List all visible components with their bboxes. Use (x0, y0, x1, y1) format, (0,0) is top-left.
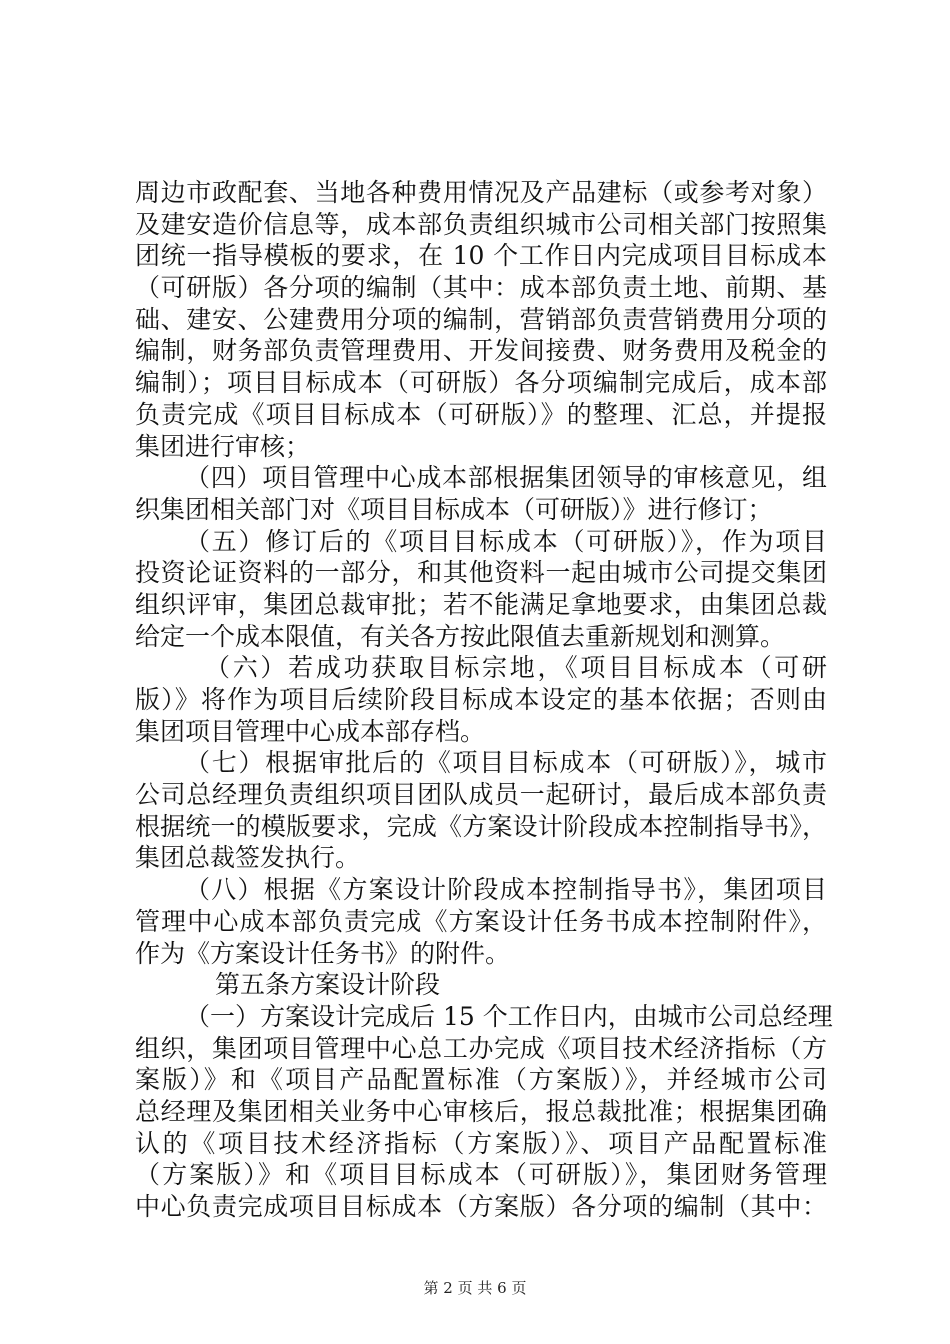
document-body (135, 177, 833, 1223)
paragraph-line: 根据统一的模版要求，完成《方案设计阶段成本控制指导书》， (135, 811, 827, 841)
paragraph-line: （方案版）》和《项目目标成本（可研版）》，集团财务管理 (135, 1160, 827, 1190)
paragraph-line: 础、建安、公建费用分项的编制，营销部负责营销费用分项的 (135, 304, 827, 334)
paragraph-line: 集团进行审核； (135, 431, 311, 461)
paragraph-line: （可研版）各分项的编制（其中：成本部负责土地、前期、基 (135, 273, 827, 303)
paragraph-line: （八）根据《方案设计阶段成本控制指导书》，集团项目 (185, 875, 827, 905)
paragraph-line: 认的《项目技术经济指标（方案版）》、项目产品配置标准 (135, 1128, 827, 1158)
page-number-footer: 第 2 页 共 6 页 (423, 1279, 527, 1297)
paragraph-line: 组织评审，集团总裁审批；若不能满足拿地要求，由集团总裁 (135, 589, 827, 619)
paragraph-line: 中心负责完成项目目标成本（方案版）各分项的编制（其中： (135, 1192, 827, 1221)
paragraph-line: 周边市政配套、当地各种费用情况及产品建标（或参考对象） (135, 178, 827, 207)
paragraph-line: 织集团相关部门对《项目目标成本（可研版）》进行修订； (135, 494, 773, 524)
paragraph-line: 作为《方案设计任务书》的附件。 (135, 938, 511, 968)
paragraph-line: 集团项目管理中心成本部存档。 (135, 716, 486, 746)
paragraph-line: 团统一指导模板的要求，在 10 个工作日内完成项目目标成本 (135, 241, 827, 271)
paragraph-line: 组织，集团项目管理中心总工办完成《项目技术经济指标（方 (135, 1033, 827, 1063)
paragraph-line: 集团总裁签发执行。 (135, 843, 361, 873)
paragraph-line: （七）根据审批后的《项目目标成本（可研版）》，城市 (185, 748, 827, 778)
paragraph-line: 案版）》和《项目产品配置标准（方案版）》，并经城市公司 (135, 1065, 827, 1095)
paragraph-line: 给定一个成本限值，有关各方按此限值去重新规划和测算。 (135, 621, 786, 651)
paragraph-line: 第五条方案设计阶段 (215, 970, 441, 1000)
paragraph-line: （四）项目管理中心成本部根据集团领导的审核意见，组 (185, 463, 827, 493)
paragraph-line: （六）若成功获取目标宗地，《项目目标成本（可研 (205, 653, 827, 683)
paragraph-line: 负责完成《项目目标成本（可研版）》的整理、汇总，并提报 (135, 399, 827, 429)
paragraph-line: （五）修订后的《项目目标成本（可研版）》，作为项目 (185, 526, 827, 556)
paragraph-line: 及建安造价信息等，成本部负责组织城市公司相关部门按照集 (135, 209, 827, 239)
paragraph-line: 总经理及集团相关业务中心审核后，报总裁批准；根据集团确 (135, 1096, 827, 1126)
paragraph-line: 投资论证资料的一部分，和其他资料一起由城市公司提交集团 (135, 558, 827, 588)
paragraph-line: （一）方案设计完成后 15 个工作日内，由城市公司总经理 (185, 1001, 833, 1031)
paragraph-line: 公司总经理负责组织项目团队成员一起研讨，最后成本部负责 (135, 780, 827, 810)
paragraph-line: 编制，财务部负责管理费用、开发间接费、财务费用及税金的 (135, 336, 827, 366)
paragraph-line: 版）》将作为项目后续阶段目标成本设定的基本依据；否则由 (135, 685, 827, 714)
paragraph-line: 管理中心成本部负责完成《方案设计任务书成本控制附件》， (135, 906, 827, 936)
paragraph-line: 编制）；项目目标成本（可研版）各分项编制完成后，成本部 (135, 368, 827, 398)
